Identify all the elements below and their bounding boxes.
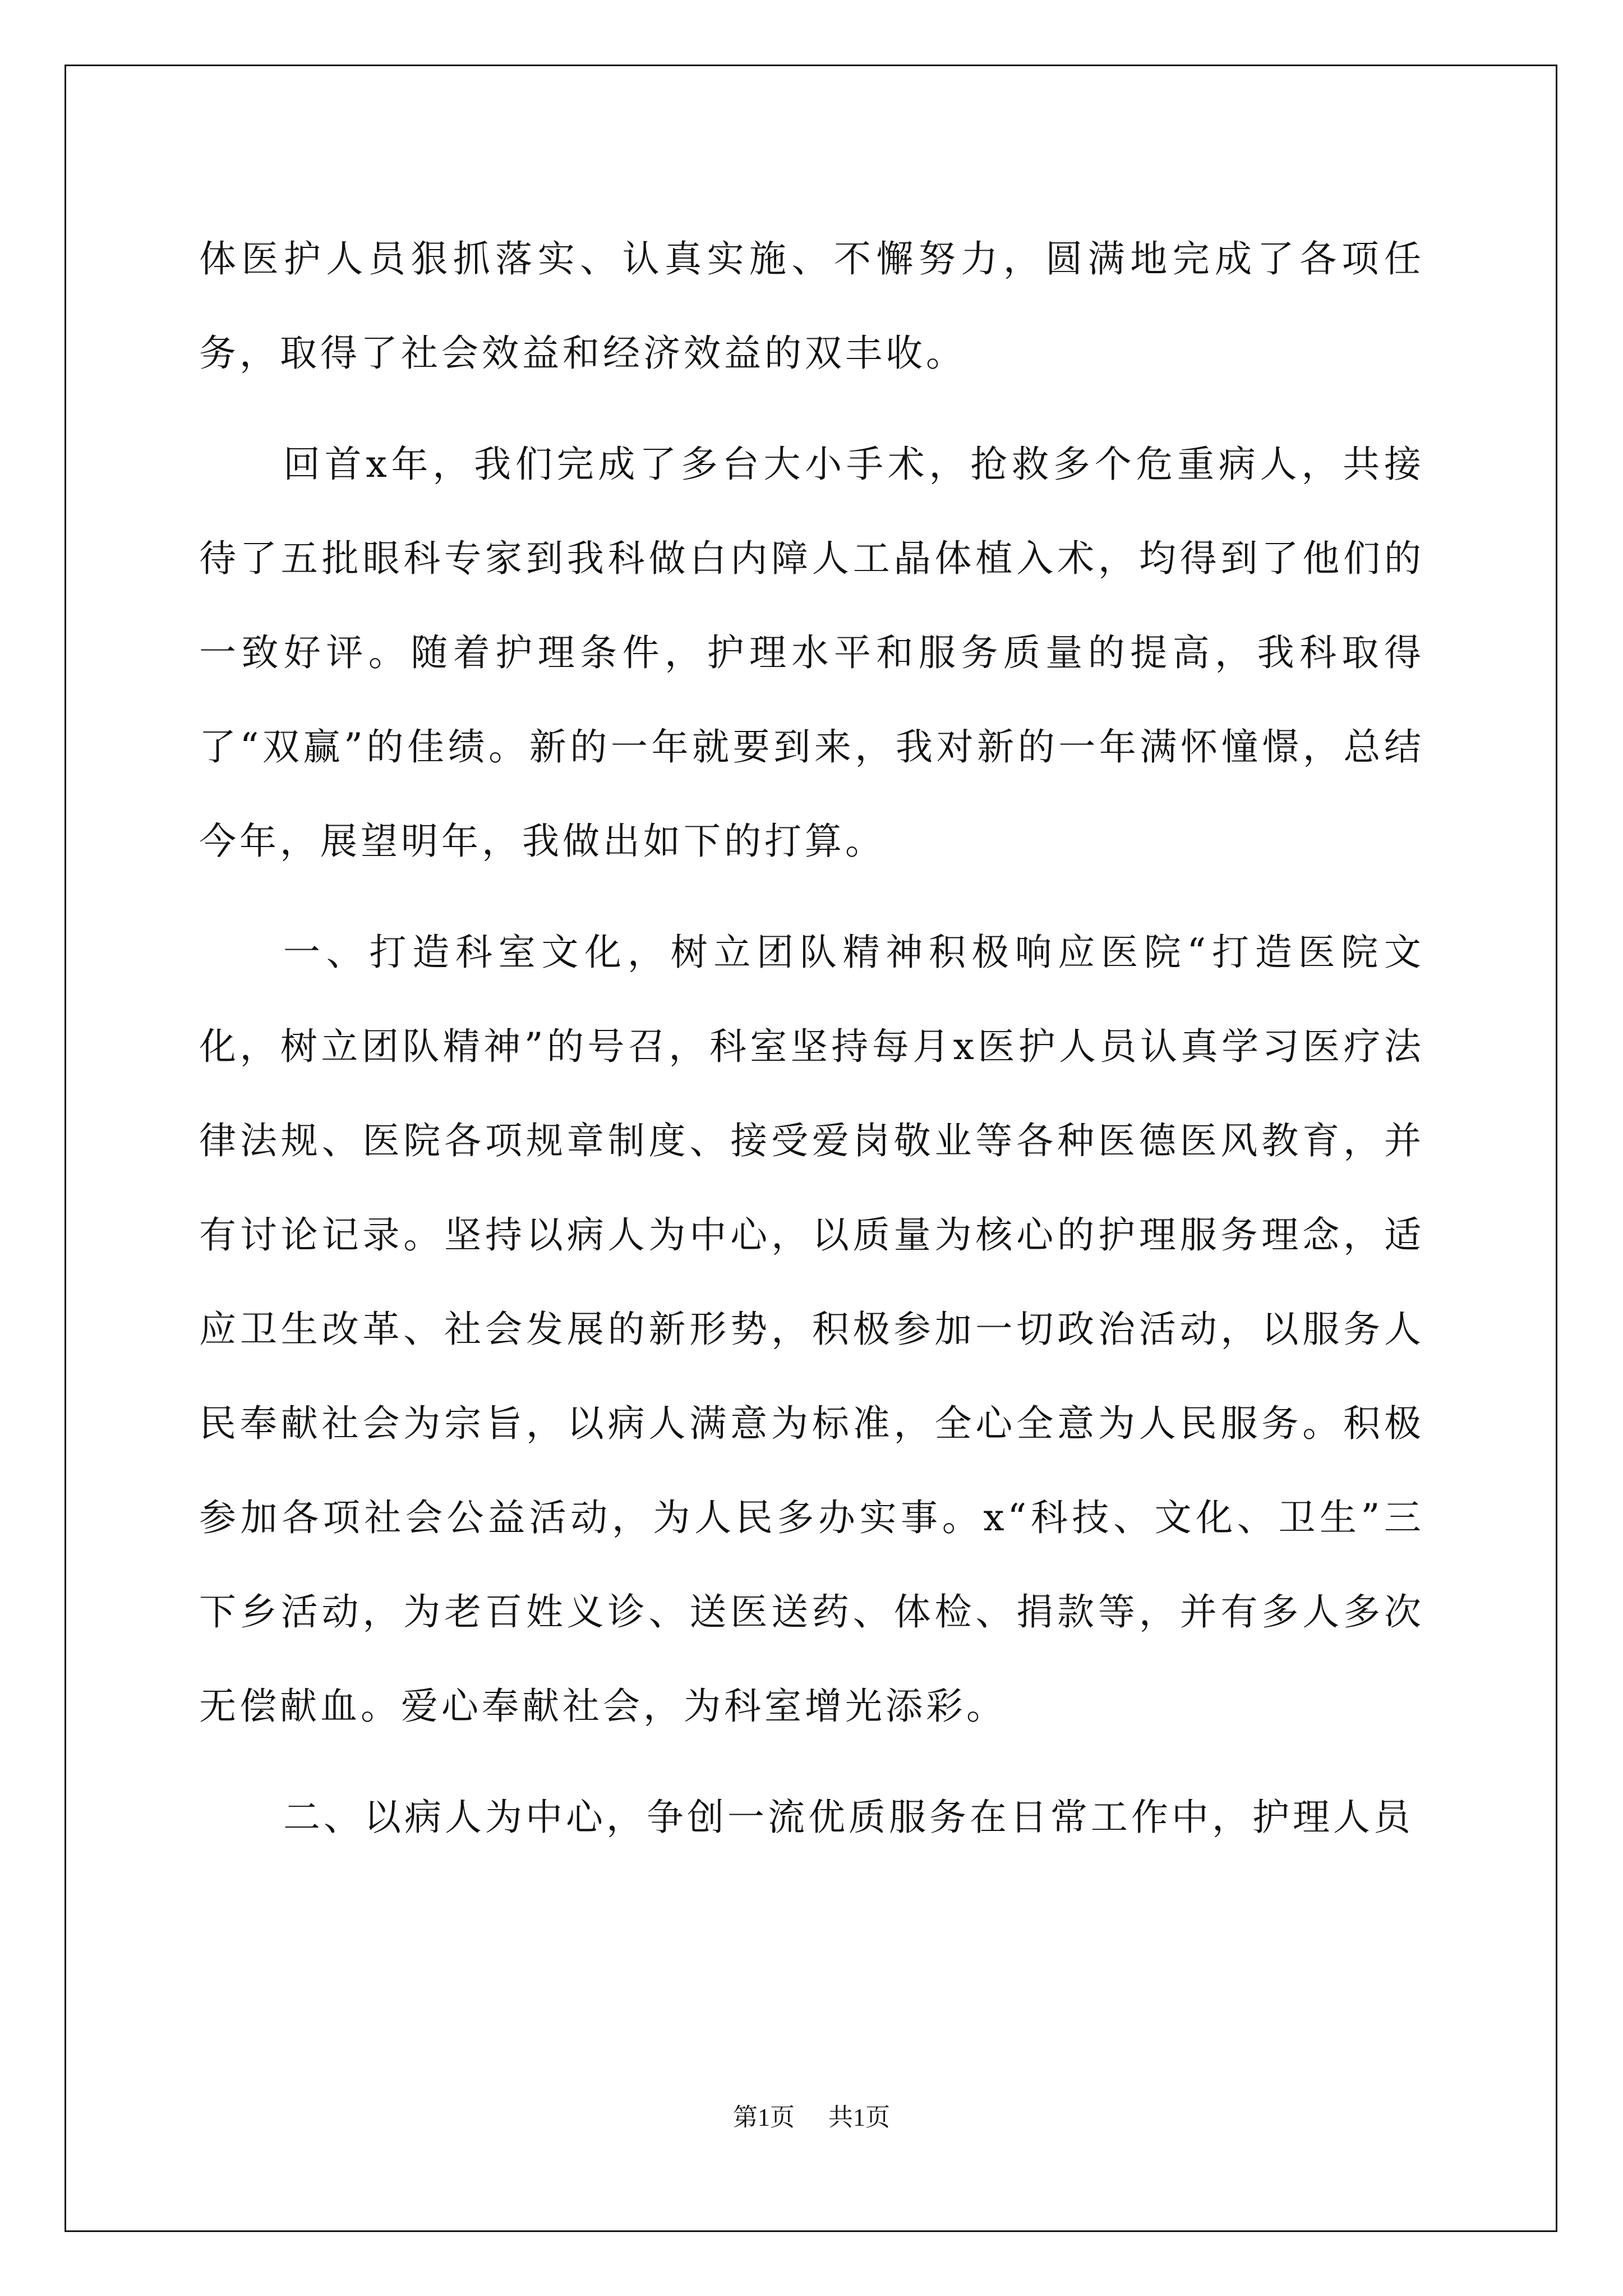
page-number: 第1页 <box>733 2104 795 2131</box>
document-body <box>199 212 1424 1881</box>
paragraph-4: 二、以病人为中心，争创一流优质服务在日常工作中，护理人员 <box>283 1796 1414 1839</box>
paragraph-1: 体医护人员狠抓落实、认真实施、不懈努力，圆满地完成了各项任务，取得了社会效益和经济效益的双丰收。 <box>199 237 1424 375</box>
page-footer <box>0 2101 1623 2134</box>
paragraph-3: 一、打造科室文化，树立团队精神积极响应医院“打造医院文化，树立团队精神”的号召，科室坚持每月x医护人员认真学习医疗法律法规、医院各项规章制度、接受爱岗敬业等各种医德医风教育，并有讨论记录。坚持以病人为中心，以质量为核心的护理服务理念，适应卫生改革、社会发展的新形势，积极参加一切政治活动，以服务人民奉献社会为宗旨，以病人满意为标准，全心全意为人民服务。积极参加各项社会公益活动，为人民多办实事。x“科技、文化、卫生”三下乡活动，为老百姓义诊、送医送药、体检、捐款等，并有多人多次无偿献血。爱心奉献社会，为科室增光添彩。 <box>199 931 1424 1728</box>
page-total: 共1页 <box>828 2104 890 2131</box>
paragraph-2: 回首x年，我们完成了多台大小手术，抢救多个危重病人，共接待了五批眼科专家到我科做白内障人工晶体植入术，均得到了他们的一致好评。随着护理条件，护理水平和服务质量的提高，我科取得了“双赢”的佳绩。新的一年就要到来，我对新的一年满怀憧憬，总结今年，展望明年，我做出如下的打算。 <box>199 443 1424 863</box>
